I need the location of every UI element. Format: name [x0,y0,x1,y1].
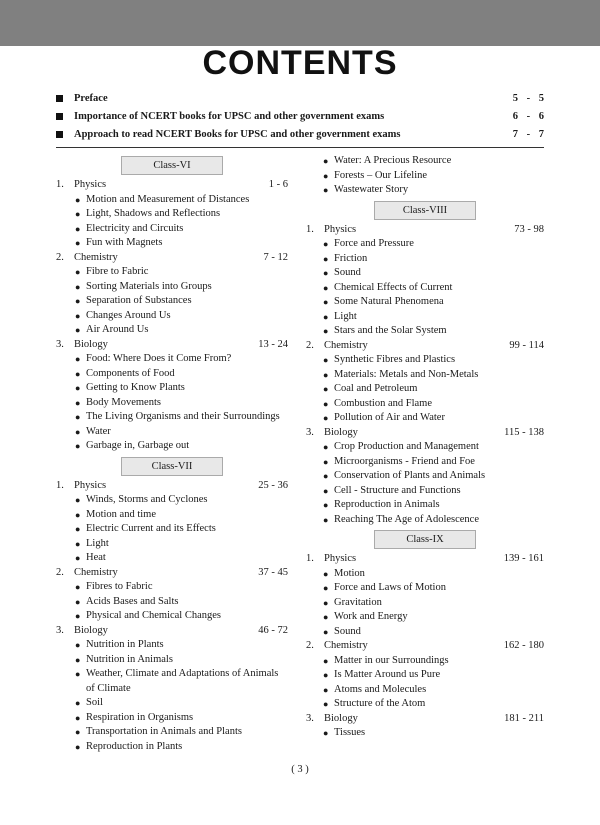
divider [56,147,544,148]
topic-item [306,581,544,596]
subject-row [56,479,288,494]
topic-label: Is Matter Around us Pure [334,669,441,680]
bullet-icon: ● [75,741,81,752]
topic-item [56,653,288,668]
subject-name: Biology [324,712,358,724]
subject-row [306,712,544,727]
subject-number: 3. [56,338,64,350]
topic-label: Synthetic Fibres and Plastics [334,354,456,365]
bullet-icon: ● [75,509,81,520]
topic-label: Light [86,537,109,549]
bullet-icon: ● [75,281,81,292]
bullet-icon: ● [323,413,329,423]
bullet-icon: ● [75,727,81,737]
bullet-icon: ● [75,698,81,708]
topic-label: Pollution of Air and Water [334,412,445,423]
subject-number: 3. [56,624,64,636]
subject-row [306,426,544,441]
topic-item [56,280,288,295]
bullet-icon: ● [323,398,329,409]
bullet-icon: ● [323,699,329,709]
topic-item [56,396,288,411]
subject-row [56,624,288,639]
topic-label: Reaching The Age of Adolescence [334,513,480,525]
topic-item [56,265,288,280]
bullet-icon: ● [75,654,81,665]
topic-item [56,609,288,624]
topic-label: Matter in our Surroundings [334,654,449,666]
topic-label: Coal and Petroleum [334,383,418,394]
bullet-icon: ● [323,728,329,738]
page-range: 1 - 6 [268,179,288,190]
page-range: 25 - 36 [258,479,288,491]
topic-label: Food: Where Does it Come From? [86,353,232,364]
bullet-icon: ● [75,368,81,379]
topic-label: Physical and Chemical Changes [86,610,222,621]
subject-row [306,639,544,654]
topic-label: Garbage in, Garbage out [86,440,190,451]
page-number: ( 3 ) [291,764,309,775]
topic-item [56,410,288,425]
subject-number: 3. [306,712,314,724]
topic-item [306,154,544,169]
topic-item [56,425,288,440]
topic-label: Water: A Precious Resource [334,155,452,166]
right-column [306,154,544,741]
topic-item [56,236,288,251]
square-bullet-icon [56,131,63,138]
bullet-icon: ● [75,553,81,563]
subject-section [56,566,288,624]
topic-label: Gravitation [334,596,382,608]
topic-item [56,537,288,552]
topic-label: Respiration in Organisms [86,711,194,723]
topic-item [306,625,544,640]
subject-number: 3. [306,426,314,438]
subject-name: Chemistry [74,251,118,263]
topic-label: Winds, Storms and Cyclones [86,494,208,505]
bullet-icon: ● [323,384,329,394]
bullet-icon: ● [323,369,329,380]
subject-row [306,552,544,567]
subject-name: Biology [74,338,108,350]
subject-number: 1. [56,479,64,491]
topic-item [56,381,288,396]
topic-label: Light [334,310,357,322]
bullet-icon: ● [323,326,329,336]
bullet-icon: ● [75,538,81,549]
topic-item [56,711,288,726]
topic-item [306,683,544,698]
topic-item [306,513,544,528]
topic-label: Materials: Metals and Non-Metals [334,368,479,380]
bullet-icon: ● [75,596,81,607]
bullet-icon: ● [323,297,329,307]
topic-item [306,252,544,267]
topic-item [56,222,288,237]
topic-label: Structure of the Atom [334,698,426,709]
bullet-icon: ● [75,223,81,234]
subject-section [306,426,544,528]
topic-item [56,294,288,309]
topic-label: Reproduction in Plants [86,740,183,752]
topic-item [306,654,544,669]
bullet-icon: ● [323,268,329,278]
subject-name: Chemistry [74,566,118,578]
topic-item [56,352,288,367]
topic-label: Work and Energy [334,611,408,622]
bullet-icon: ● [323,185,329,195]
topic-item [56,193,288,208]
page-range: 46 - 72 [258,624,288,636]
bullet-icon: ● [75,495,81,505]
page-range: 162 - 180 [503,640,544,651]
subject-name: Physics [74,479,107,491]
subject-row [306,223,544,238]
topic-item [306,469,544,484]
bullet-icon: ● [75,441,81,451]
bullet-icon: ● [323,670,329,680]
topic-label: Light, Shadows and Reflections [86,208,221,219]
topic-label: Atoms and Molecules [334,683,427,695]
topic-label: Heat [86,552,106,563]
subject-section [306,639,544,712]
subject-name: Chemistry [324,640,368,651]
topic-label: Fun with Magnets [86,237,163,248]
page-range: 139 - 161 [503,553,544,564]
topic-item [306,498,544,513]
topic-label: Motion [334,567,365,579]
topic-item [56,367,288,382]
bullet-icon: ● [75,412,81,422]
topic-label: Fibre to Fabric [86,266,149,277]
topic-label: Crop Production and Management [334,441,479,452]
topic-label: Nutrition in Animals [86,653,173,665]
topic-label: Cell - Structure and Functions [334,484,461,496]
topic-label: Body Movements [86,396,161,408]
square-bullet-icon [56,113,63,120]
topic-label: Some Natural Phenomena [334,296,444,307]
bullet-icon: ● [323,514,329,525]
topic-item [306,237,544,252]
topic-item [56,667,288,696]
page-range: 7 - 12 [263,251,288,263]
topic-item [306,324,544,339]
topic-label: Microorganisms - Friend and Foe [334,455,475,467]
bullet-icon: ● [75,611,81,621]
page-range: 115 - 138 [504,426,544,438]
bullet-icon: ● [75,310,81,321]
bullet-icon: ● [323,311,329,322]
topic-item [306,310,544,325]
bullet-icon: ● [75,209,81,219]
topic-item [56,493,288,508]
topic-item [306,169,544,184]
page-range: 181 - 211 [504,712,544,724]
topic-item [56,725,288,740]
bullet-icon: ● [323,612,329,622]
topic-item [56,580,288,595]
topic-item [56,508,288,523]
bullet-icon: ● [323,583,329,593]
topic-item [56,696,288,711]
bullet-icon: ● [323,485,329,496]
topic-label: Separation of Substances [86,295,192,306]
subject-section [56,178,288,251]
subject-section [306,712,544,741]
topic-item [306,455,544,470]
topic-label: Forests – Our Lifeline [334,169,428,181]
topic-item [306,726,544,741]
bullet-icon: ● [323,471,329,481]
topic-item [306,281,544,296]
topic-label: Motion and Measurement of Distances [86,193,250,205]
topic-item [306,697,544,712]
topic-label: Changes Around Us [86,309,171,321]
topic-label: Wastewater Story [334,184,409,195]
bullet-icon: ● [75,267,81,277]
bullet-icon: ● [323,500,329,510]
subject-number: 1. [306,223,314,235]
topic-item [56,595,288,610]
topic-item [56,323,288,338]
topic-item [306,440,544,455]
topic-label: Stars and the Solar System [334,325,447,336]
bullet-icon: ● [323,568,329,579]
subject-section [306,223,544,339]
class-heading-viii: Class-VIII [374,201,476,220]
topic-item [306,183,544,198]
topic-item [56,439,288,454]
bullet-icon: ● [323,253,329,264]
topic-label: Sound [334,267,361,278]
topic-label: Fibres to Fabric [86,581,153,592]
bullet-icon: ● [75,582,81,592]
bullet-icon: ● [323,355,329,365]
topic-label: Components of Food [86,367,175,379]
bullet-icon: ● [323,239,329,249]
subject-section [306,339,544,426]
subject-name: Physics [324,223,357,235]
subject-name: Physics [74,179,107,190]
topic-label: Combustion and Flame [334,397,432,409]
topic-label: Transportation in Animals and Plants [86,726,242,737]
topic-item [306,353,544,368]
bullet-icon: ● [75,296,81,306]
subject-number: 2. [306,640,314,651]
subject-name: Chemistry [324,339,368,351]
topic-label: Motion and time [86,508,156,520]
topic-label: Acids Bases and Salts [86,595,179,607]
topic-label: Chemical Effects of Current [334,281,453,293]
topic-label: Getting to Know Plants [86,382,185,393]
topic-item [56,551,288,566]
bullet-icon: ● [323,655,329,666]
topic-item [306,382,544,397]
bullet-icon: ● [323,170,329,181]
subject-name: Biology [74,624,108,636]
class-heading-vi: Class-VI [121,156,223,175]
topic-label: Air Around Us [86,324,149,335]
top-banner [0,0,600,46]
bullet-icon: ● [323,626,329,637]
bullet-icon: ● [75,426,81,437]
topic-item [306,368,544,383]
class-heading-vii: Class-VII [121,457,223,476]
subject-row [56,566,288,581]
page-range: 37 - 45 [258,566,288,578]
topic-label: Nutrition in Plants [86,639,164,650]
subject-section [56,251,288,338]
topic-item [56,309,288,324]
bullet-icon: ● [75,640,81,650]
bullet-icon: ● [75,194,81,205]
topic-item [306,567,544,582]
topic-item [306,610,544,625]
bullet-icon: ● [75,354,81,364]
topic-item [306,668,544,683]
bullet-icon: ● [75,397,81,408]
subject-number: 1. [306,553,314,564]
subject-name: Biology [324,426,358,438]
topic-label: The Living Organisms and their Surroundings [86,411,280,422]
topic-label: Water [86,425,111,437]
continued-topics [306,154,544,198]
topic-label: Friction [334,252,368,264]
subject-number: 2. [56,566,64,578]
topic-item [306,397,544,412]
topic-label: Force and Laws of Motion [334,582,446,593]
topic-label: Conservation of Plants and Animals [334,470,486,481]
topic-item [306,596,544,611]
topic-item [306,266,544,281]
subject-number: 2. [306,339,314,351]
topic-label: Electricity and Circuits [86,222,184,234]
topic-item [306,411,544,426]
subject-row [56,338,288,353]
bullet-icon: ● [75,712,81,723]
square-bullet-icon [56,95,63,102]
bullet-icon: ● [323,684,329,695]
bullet-icon: ● [75,669,81,679]
topic-label: Sound [334,625,361,637]
subject-section [56,624,288,755]
class-heading-ix: Class-IX [374,530,476,549]
subject-row [306,339,544,354]
subject-number: 2. [56,251,64,263]
topic-label: Tissues [334,727,366,738]
bullet-icon: ● [323,282,329,293]
topic-label: Force and Pressure [334,238,414,249]
bullet-icon: ● [75,383,81,393]
page-title: CONTENTS [202,44,398,82]
bullet-icon: ● [323,156,329,166]
topic-item [306,295,544,310]
topic-item [56,207,288,222]
topic-label: Electric Current and its Effects [86,523,216,534]
subject-section [306,552,544,639]
subject-number: 1. [56,179,64,190]
bullet-icon: ● [75,238,81,248]
topic-item [56,522,288,537]
bullet-icon: ● [75,325,81,335]
bullet-icon: ● [75,524,81,534]
topic-item [306,484,544,499]
subject-section [56,338,288,454]
page-range: 73 - 98 [514,223,544,235]
page-range: 99 - 114 [509,339,544,351]
topic-label: Sorting Materials into Groups [86,280,212,292]
bullet-icon: ● [323,442,329,452]
left-column [56,154,288,754]
subject-row [56,178,288,193]
bullet-icon: ● [323,456,329,467]
topic-item [56,740,288,755]
bullet-icon: ● [323,597,329,608]
topic-item [56,638,288,653]
subject-section [56,479,288,566]
topic-label: Soil [86,697,103,708]
subject-name: Physics [324,553,357,564]
topic-label: Weather, Climate and Adaptations of Animals of Climate [86,668,279,694]
subject-row [56,251,288,266]
page-range: 13 - 24 [258,338,288,350]
topic-label: Reproduction in Animals [334,499,440,510]
